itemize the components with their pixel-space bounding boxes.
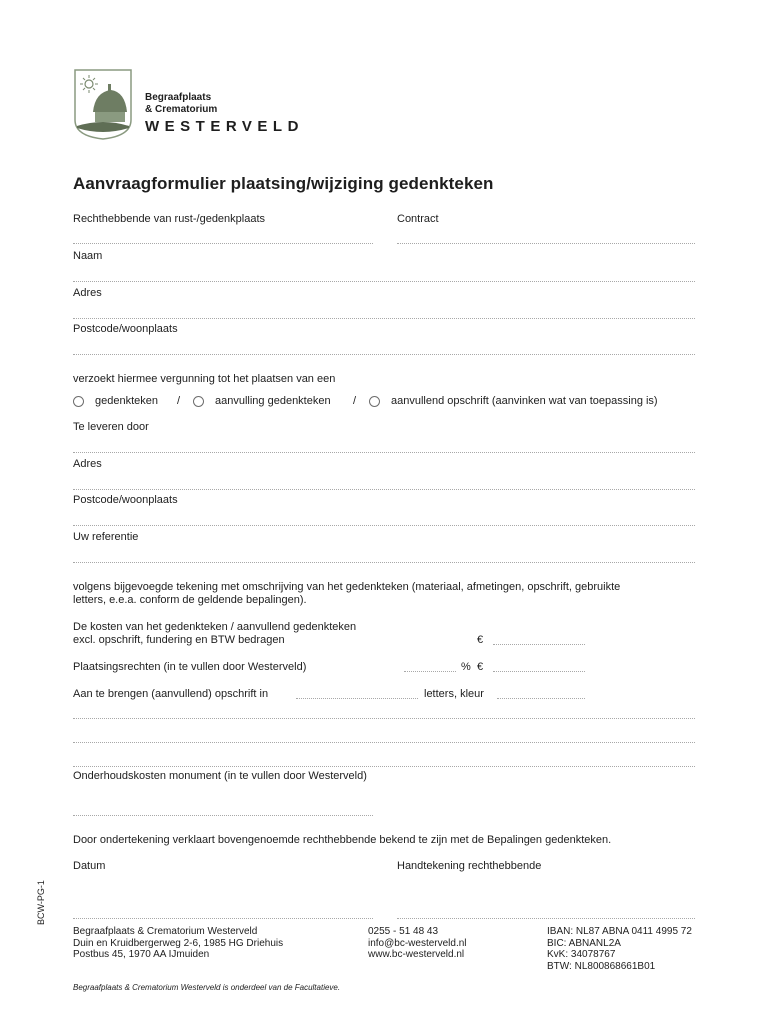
- footer-website[interactable]: www.bc-westerveld.nl: [368, 949, 465, 960]
- footer-email[interactable]: info@bc-westerveld.nl: [368, 937, 467, 949]
- postcode-2-input[interactable]: [73, 525, 695, 526]
- referentie-input[interactable]: [73, 562, 695, 563]
- adres-input[interactable]: [73, 318, 695, 319]
- te-leveren-input[interactable]: [73, 452, 695, 453]
- option-opschrift-radio[interactable]: [369, 396, 380, 407]
- label-datum: Datum: [73, 860, 106, 872]
- label-rechthebbende: Rechthebbende van rust-/gedenkplaats: [73, 213, 266, 225]
- agreement-text: Door ondertekening verklaart bovengenoemde rechthebbende bekend te zijn met de Bepalingen gedenkteken.: [73, 834, 612, 846]
- label-adres: Adres: [73, 287, 102, 299]
- costs-euro: €: [477, 634, 484, 646]
- footer-kvk: KvK: 34078767: [547, 949, 616, 960]
- inscription-color-input[interactable]: [497, 698, 585, 699]
- logo-wordmark: WESTERVELD: [145, 118, 304, 135]
- footer-col-1-line-3: Postbus 45, 1970 AA IJmuiden: [73, 949, 210, 960]
- label-referentie: Uw referentie: [73, 531, 139, 543]
- footer-col-3: [547, 926, 692, 972]
- naam-input[interactable]: [73, 281, 695, 282]
- option-gedenkteken-radio[interactable]: [73, 396, 84, 407]
- option-aanvulling-label: aanvulling gedenkteken: [215, 395, 331, 407]
- label-handtekening: Handtekening rechthebbende: [397, 860, 542, 872]
- inscription-label: Aan te brengen (aanvullend) opschrift in: [73, 688, 269, 700]
- drawing-text-2: letters, e.e.a. conform de geldende bepalingen).: [73, 594, 307, 606]
- maintenance-input[interactable]: [73, 815, 373, 816]
- label-adres-2: Adres: [73, 458, 102, 470]
- inscription-suffix: letters, kleur: [424, 688, 484, 700]
- footer-note: Begraafplaats & Crematorium Westerveld is onderdeel van de Facultatieve.: [73, 983, 341, 992]
- doc-code: BCW-PG-1: [36, 880, 46, 925]
- costs-line-1: De kosten van het gedenkteken / aanvullend gedenkteken: [73, 621, 357, 633]
- footer-bic: BIC: ABNANL2A: [547, 937, 621, 949]
- logo: [73, 68, 333, 140]
- option-separator-1: /: [177, 395, 181, 407]
- drawing-text-1: volgens bijgevoegde tekening met omschrijving van het gedenkteken (materiaal, afmetingen, opschrift, gebruikte: [73, 581, 621, 593]
- logo-line-1: Begraafplaats: [145, 92, 212, 103]
- option-aanvulling-radio[interactable]: [193, 396, 204, 407]
- form-title: Aanvraagformulier plaatsing/wijziging gedenkteken: [73, 174, 494, 193]
- option-gedenkteken-label: gedenkteken: [95, 395, 158, 407]
- label-naam: Naam: [73, 250, 103, 262]
- costs-line-2: excl. opschrift, fundering en BTW bedragen: [73, 634, 285, 646]
- option-opschrift-label: aanvullend opschrift (aanvinken wat van toepassing is): [391, 395, 658, 407]
- postcode-input[interactable]: [73, 354, 695, 355]
- footer-btw: BTW: NL800868661B01: [547, 960, 656, 972]
- inscription-line-2[interactable]: [73, 742, 695, 743]
- label-contract: Contract: [397, 213, 439, 225]
- datum-input[interactable]: [73, 918, 373, 919]
- request-text: verzoekt hiermee vergunning tot het plaatsen van een: [73, 373, 336, 385]
- costs-input[interactable]: [493, 644, 585, 645]
- maintenance-label: Onderhoudskosten monument (in te vullen door Westerveld): [73, 770, 367, 782]
- label-postcode: Postcode/woonplaats: [73, 323, 178, 335]
- logo-line-2: & Crematorium: [145, 104, 218, 115]
- inscription-letters-input[interactable]: [296, 698, 418, 699]
- handtekening-input[interactable]: [397, 918, 695, 919]
- footer-col-1: [73, 926, 283, 961]
- label-te-leveren: Te leveren door: [73, 421, 149, 433]
- plaatsing-percent: %: [461, 661, 471, 673]
- inscription-line-3[interactable]: [73, 766, 695, 767]
- option-separator-2: /: [353, 395, 357, 407]
- inscription-line-1[interactable]: [73, 718, 695, 719]
- footer-col-2: [368, 926, 467, 961]
- rechthebbende-input[interactable]: [73, 243, 373, 244]
- plaatsing-percent-input[interactable]: [404, 671, 456, 672]
- plaatsing-amount-input[interactable]: [493, 671, 585, 672]
- footer-col-1-line-1: Begraafplaats & Crematorium Westerveld: [73, 926, 258, 937]
- crematorium-dome-emblem-icon: [73, 68, 133, 140]
- adres-2-input[interactable]: [73, 489, 695, 490]
- footer-col-1-line-2: Duin en Kruidbergerweg 2-6, 1985 HG Driehuis: [73, 937, 284, 949]
- footer-phone: 0255 - 51 48 43: [368, 926, 439, 937]
- footer-iban: IBAN: NL87 ABNA 0411 4995 72: [547, 926, 692, 937]
- plaatsing-euro: €: [477, 661, 484, 673]
- plaatsing-label: Plaatsingsrechten (in te vullen door Westerveld): [73, 661, 307, 673]
- label-postcode-2: Postcode/woonplaats: [73, 494, 178, 506]
- contract-input[interactable]: [397, 243, 695, 244]
